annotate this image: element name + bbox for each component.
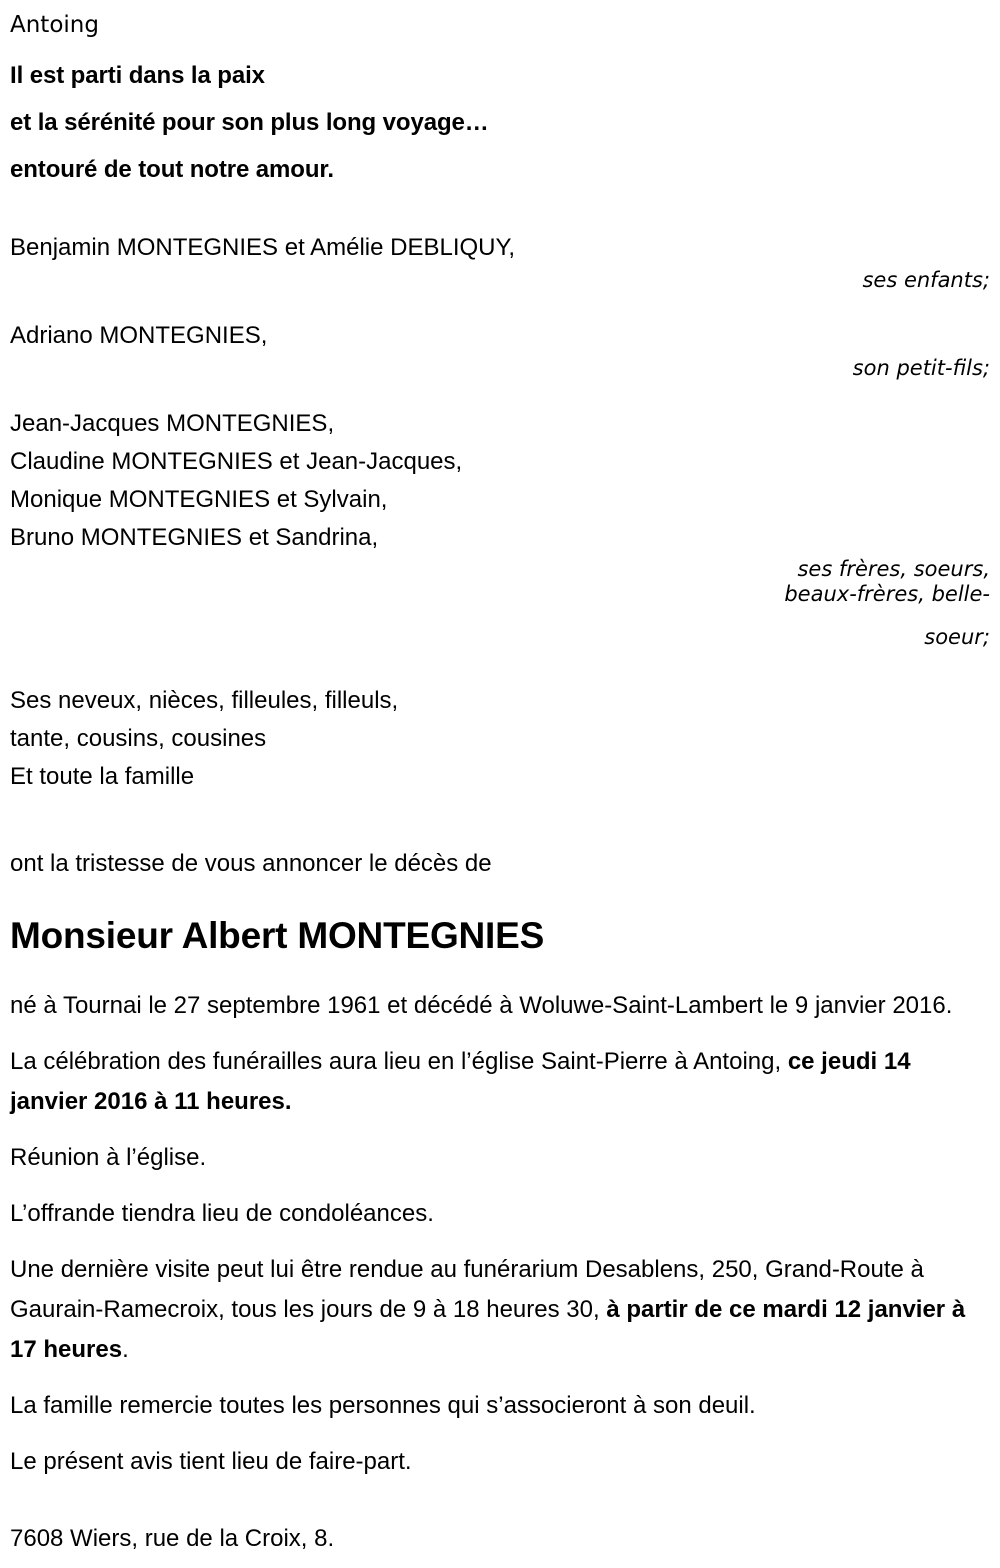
notice-paragraph: Le présent avis tient lieu de faire-part. — [10, 1448, 412, 1475]
ceremony-text: La célébration des funérailles aura lieu en l’église Saint-Pierre à Antoing, — [10, 1048, 788, 1075]
spacer — [10, 802, 990, 846]
locality-line: Antoing — [10, 12, 99, 38]
relation-block-grandson — [10, 317, 990, 381]
name-line: tante, cousins, cousines — [10, 725, 267, 752]
intro-line-1: Il est parti dans la paix — [10, 62, 265, 89]
deceased-name-heading: Monsieur Albert MONTEGNIES — [10, 915, 545, 956]
thanks-paragraph: La famille remercie toutes les personnes qui s’associeront à son deuil. — [10, 1392, 756, 1419]
name-line: Adriano MONTEGNIES, — [10, 322, 268, 349]
relation-block-extended-family — [10, 682, 990, 796]
relation-block-siblings — [10, 405, 990, 650]
relation-names — [10, 682, 990, 796]
name-line: Claudine MONTEGNIES et Jean-Jacques, — [10, 448, 463, 475]
relation-label-grandson: son petit-fils; — [852, 356, 990, 380]
name-line: Et toute la famille — [10, 763, 195, 790]
ceremony-datetime: ce jeudi 14 janvier 2016 à 11 heures. — [10, 1048, 911, 1115]
intro-line-3: entouré de tout notre amour. — [10, 156, 334, 183]
ceremony-paragraph — [10, 1042, 990, 1122]
intro-verse — [10, 52, 990, 193]
relation-label-children: ses enfants; — [862, 268, 990, 292]
relation-label-siblings-line1: ses frères, soeurs, — [797, 557, 990, 581]
relation-names — [10, 317, 990, 355]
announcement-lead: ont la tristesse de vous annoncer le décès de — [10, 850, 492, 877]
offering-paragraph: L’offrande tiendra lieu de condoléances. — [10, 1200, 434, 1227]
name-line: Jean-Jacques MONTEGNIES, — [10, 410, 335, 437]
visit-paragraph — [10, 1250, 990, 1370]
birth-death-paragraph: né à Tournai le 27 septembre 1961 et décédé à Woluwe-Saint-Lambert le 9 janvier 2016. — [10, 992, 953, 1019]
spacer — [10, 607, 990, 625]
name-line: Monique MONTEGNIES et Sylvain, — [10, 486, 388, 513]
relation-label-siblings-line2: beaux-frères, belle- — [784, 582, 990, 606]
relation-names — [10, 405, 990, 557]
relation-names — [10, 229, 990, 267]
footer-address: 7608 Wiers, rue de la Croix, 8. — [10, 1525, 335, 1552]
visit-datetime: à partir de ce mardi 12 janvier à 17 heures — [10, 1296, 966, 1363]
spacer — [10, 299, 990, 317]
name-line: Ses neveux, nièces, filleules, filleuls, — [10, 687, 399, 714]
name-line: Bruno MONTEGNIES et Sandrina, — [10, 524, 379, 551]
spacer — [10, 656, 990, 682]
intro-line-2: et la sérénité pour son plus long voyage… — [10, 109, 489, 136]
spacer — [10, 387, 990, 405]
relation-block-children — [10, 229, 990, 293]
family-relations — [10, 229, 990, 796]
visit-text: Une dernière visite peut lui être rendue au funérarium Desablens, 250, Grand-Route à Gaurain-Ramecroix, tous les jours de 9 à 18 heures 30, — [10, 1256, 924, 1323]
visit-tail: . — [122, 1336, 129, 1363]
name-line: Benjamin MONTEGNIES et Amélie DEBLIQUY, — [10, 234, 516, 261]
reunion-paragraph: Réunion à l’église. — [10, 1144, 207, 1171]
relation-label-siblings-line3: soeur; — [924, 625, 990, 649]
